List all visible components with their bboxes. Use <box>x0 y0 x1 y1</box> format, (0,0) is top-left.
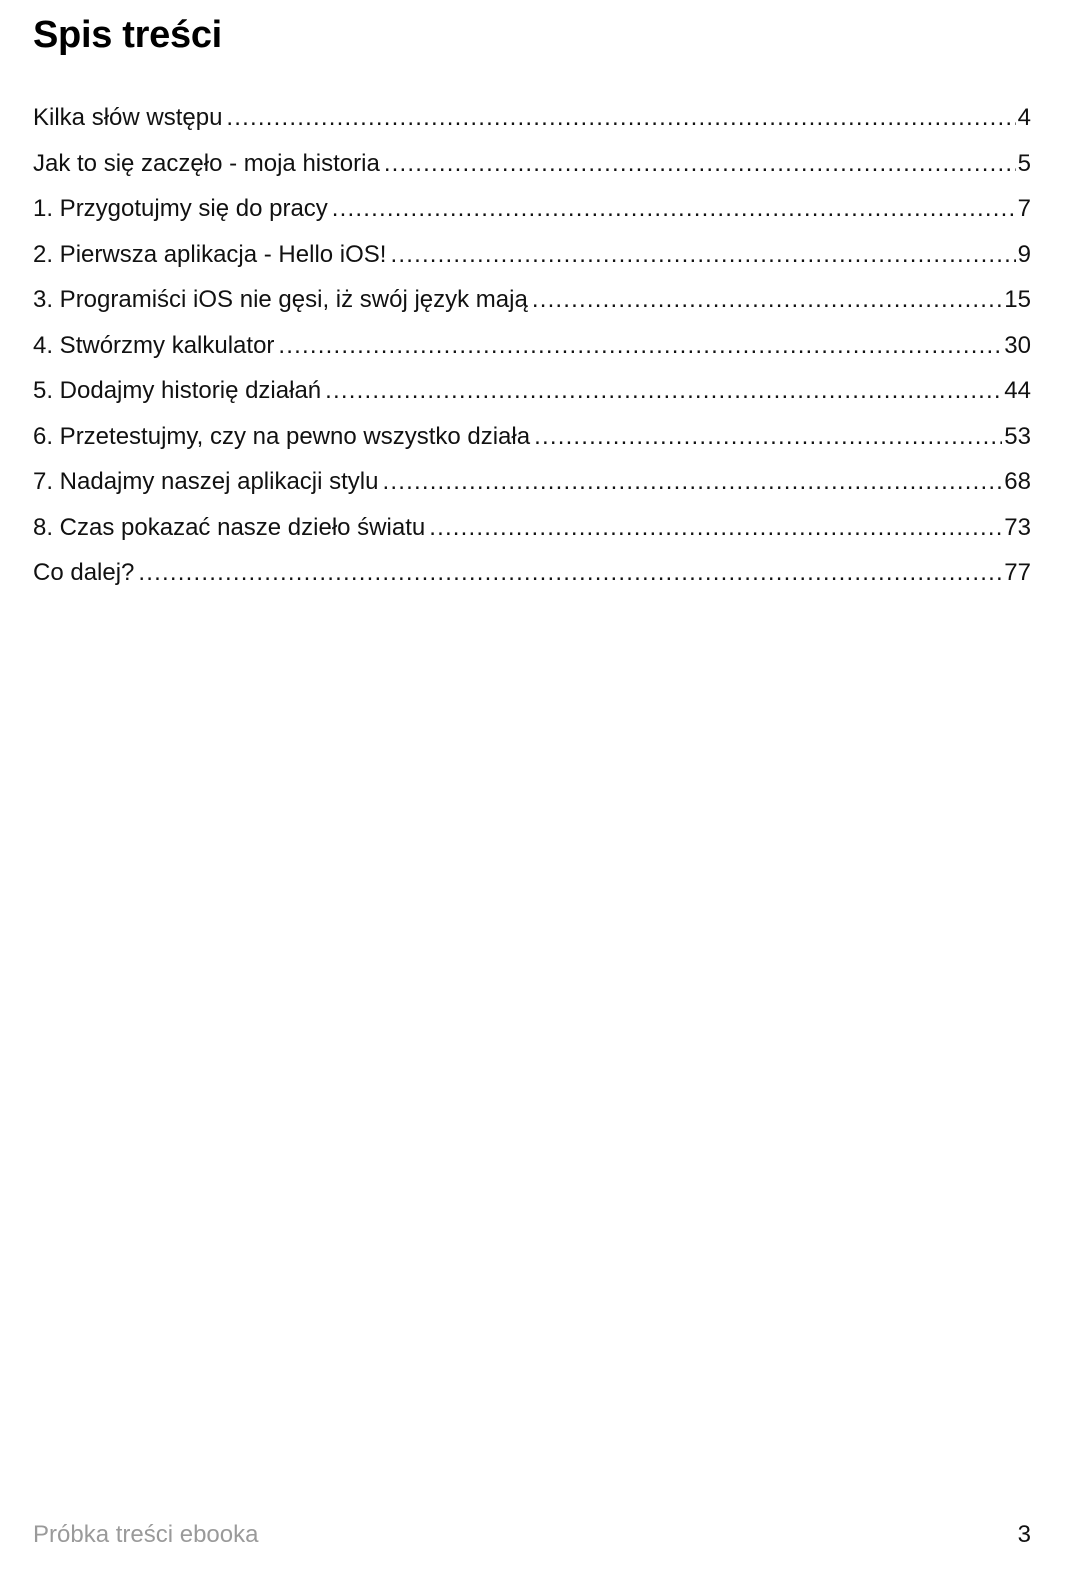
toc-entry[interactable] <box>33 372 1031 418</box>
toc-entry-title: 3. Programiści iOS nie gęsi, iż swój język mają <box>33 286 528 313</box>
toc-entry-page: 5 <box>1017 149 1031 177</box>
toc-entry[interactable] <box>33 99 1031 145</box>
footer-page-number: 3 <box>1017 1521 1031 1548</box>
page-title: Spis treści <box>33 14 222 56</box>
toc-entry-title: Co dalej? <box>33 559 135 586</box>
toc-entry-page: 53 <box>1004 422 1031 450</box>
toc-entry-title: 1. Przygotujmy się do pracy <box>33 195 328 222</box>
toc-entry-title: 4. Stwórzmy kalkulator <box>33 331 275 359</box>
toc-entry-page: 73 <box>1004 513 1031 541</box>
toc-entry-page: 68 <box>1004 468 1031 495</box>
toc-dot-leader <box>278 327 1002 365</box>
toc-dot-leader <box>226 99 1015 137</box>
toc-entry-page: 44 <box>1004 377 1031 404</box>
toc-entry[interactable] <box>33 463 1031 509</box>
toc-entry[interactable] <box>33 327 1031 373</box>
toc-entry-page: 7 <box>1017 195 1031 222</box>
toc-entry-title: Jak to się zaczęło - moja historia <box>33 149 380 177</box>
toc-entry-page: 15 <box>1004 286 1031 313</box>
toc-dot-leader <box>325 372 1002 410</box>
toc-entry-title: 5. Dodajmy historię działań <box>33 377 322 404</box>
toc-entry-title: 2. Pierwsza aplikacja - Hello iOS! <box>33 240 387 268</box>
toc-entry[interactable] <box>33 281 1031 327</box>
table-of-contents <box>33 99 1031 600</box>
toc-dot-leader <box>382 463 1002 501</box>
toc-dot-leader <box>532 281 1002 319</box>
toc-dot-leader <box>384 145 1016 183</box>
toc-entry[interactable] <box>33 190 1031 236</box>
toc-entry-page: 77 <box>1004 559 1031 586</box>
toc-entry[interactable] <box>33 554 1031 600</box>
toc-dot-leader <box>138 554 1002 592</box>
toc-entry[interactable] <box>33 418 1031 464</box>
toc-entry-title: 6. Przetestujmy, czy na pewno wszystko działa <box>33 422 531 450</box>
toc-dot-leader <box>332 190 1016 228</box>
toc-entry-title: Kilka słów wstępu <box>33 104 223 131</box>
toc-entry[interactable] <box>33 145 1031 191</box>
toc-entry-page: 4 <box>1017 104 1031 131</box>
toc-entry-title: 7. Nadajmy naszej aplikacji stylu <box>33 468 379 495</box>
toc-entry-page: 9 <box>1017 240 1031 268</box>
toc-entry[interactable] <box>33 236 1031 282</box>
toc-dot-leader <box>390 236 1015 274</box>
toc-dot-leader <box>429 509 1002 547</box>
toc-dot-leader <box>534 418 1002 456</box>
toc-entry-page: 30 <box>1004 331 1031 359</box>
toc-entry[interactable] <box>33 509 1031 555</box>
footer-label: Próbka treści ebooka <box>33 1521 259 1548</box>
toc-entry-title: 8. Czas pokazać nasze dzieło światu <box>33 513 426 541</box>
